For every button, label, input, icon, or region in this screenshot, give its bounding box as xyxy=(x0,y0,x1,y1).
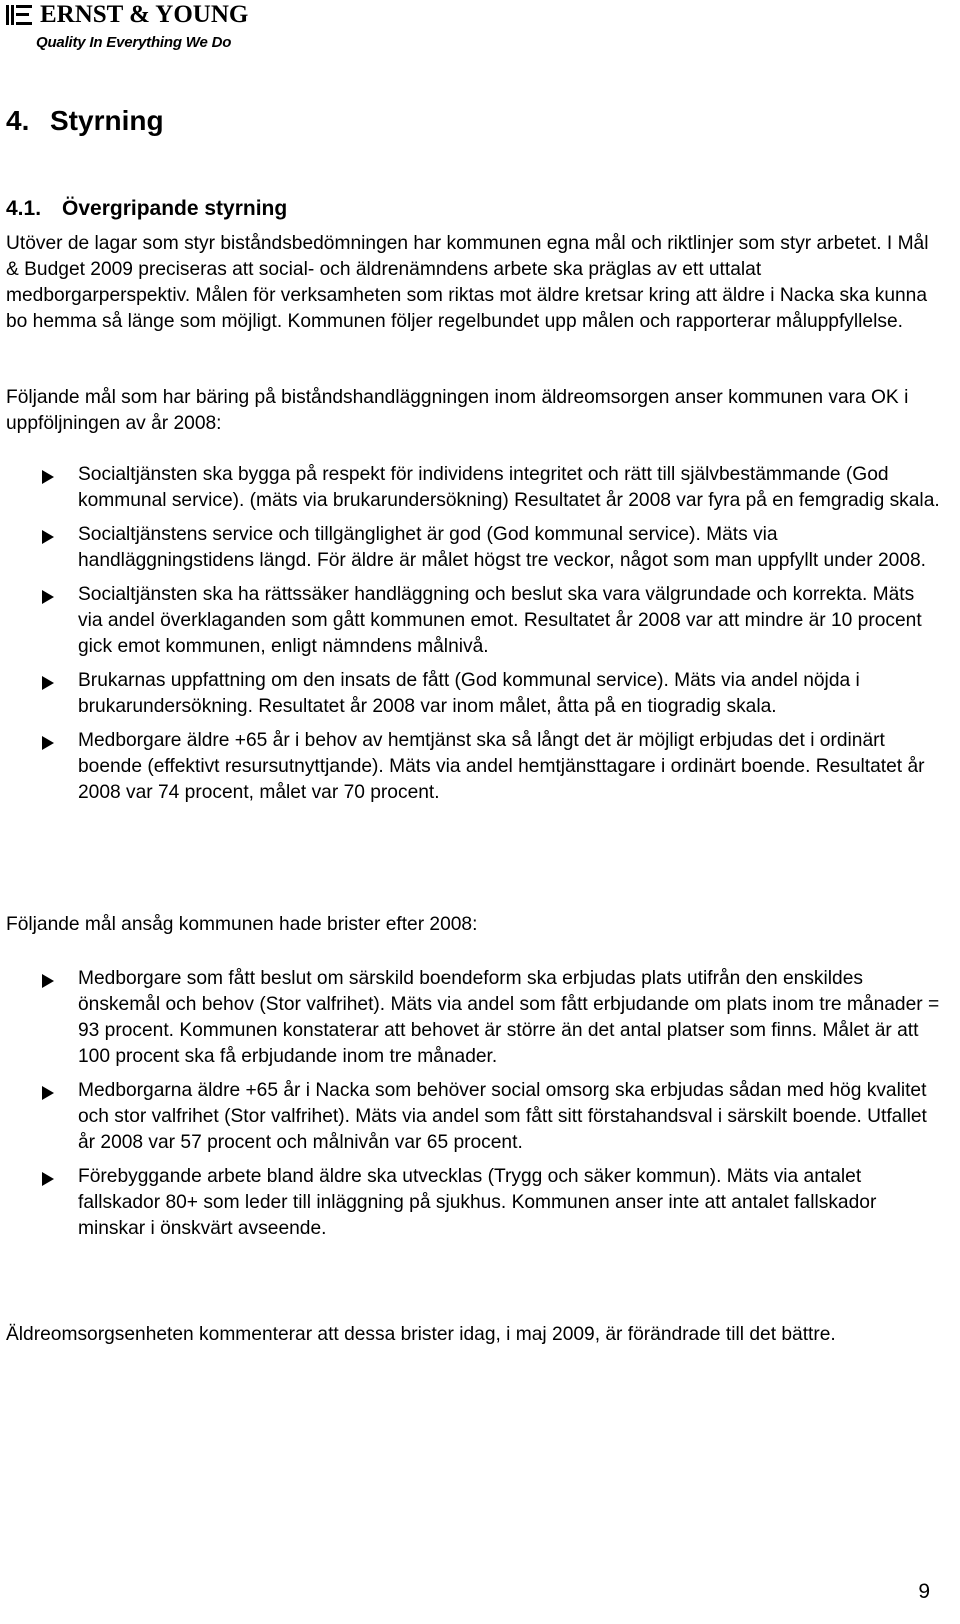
list-item: Socialtjänsten ska ha rättssäker handläggning och beslut ska vara välgrundade och korrekta. Mäts via andel överklaganden som gått kommunen emot. Resultatet år 2008 var att mindre är 10 procent gick emot kommunen, enligt nämndens målnivå. xyxy=(0,582,940,660)
intro-paragraph: Utöver de lagar som styr biståndsbedömningen har kommunen egna mål och riktlinjer som styr arbetet. I Mål & Budget 2009 preciseras att social- och äldrenämndens arbete ska präglas av ett uttalat medborgarperspektiv. Målen för verksamheten som riktas mot äldre kretsar kring att äldre i Nacka ska kunna bo hemma så länge som möjligt. Kommunen följer regelbundet upp målen och rapporterar måluppfyllelse. xyxy=(6,233,929,332)
list-item: Medborgare äldre +65 år i behov av hemtjänst ska så långt det är möjligt erbjudas det i ordinärt boende (effektivt resursutnyttjande). Mäts via andel hemtjänsttagare i ordinärt boende. Resultatet år 2008 var 74 procent, målet var 70 procent. xyxy=(0,728,940,806)
section-heading xyxy=(6,104,164,138)
logo-tagline: Quality In Everything We Do xyxy=(36,34,232,51)
list-item: Medborgare som fått beslut om särskild boendeform ska erbjudas plats utifrån den enskildes önskemål och behov (Stor valfrihet). Mäts via andel som fått erbjudande om plats inom tre månader = 93 procent. Kommunen konstaterar att behovet är större än det antal platser som finns. Målet är att 100 procent ska få erbjudande inom tre månader. xyxy=(0,966,940,1070)
bullet-arrow-icon xyxy=(42,736,54,750)
bullet-arrow-icon xyxy=(42,530,54,544)
list-item: Socialtjänsten ska bygga på respekt för individens integritet och rätt till självbestämmande (God kommunal service). (mäts via brukarundersökning) Resultatet år 2008 var fyra på en femgradig skala. xyxy=(0,462,940,514)
ok-goals-intro: Följande mål som har bäring på biståndshandläggningen inom äldreomsorgen anser kommunen vara OK i uppföljningen av år 2008: xyxy=(6,387,909,434)
ok-goals-list xyxy=(0,462,940,814)
subsection-number: 4.1. xyxy=(6,197,42,220)
section-number: 4. xyxy=(6,105,30,136)
list-item: Brukarnas uppfattning om den insats de fått (God kommunal service). Mäts via andel nöjda i brukarundersökning. Resultatet år 2008 var inom målet, åtta på en tiogradig skala. xyxy=(0,668,940,720)
deficient-goals-list xyxy=(0,966,940,1250)
list-item: Förebyggande arbete bland äldre ska utvecklas (Trygg och säker kommun). Mäts via antalet fallskador 80+ som leder till inläggning på sjukhus. Kommunen anser inte att antalet fallskador minskar i önskvärt avseende. xyxy=(0,1164,940,1242)
list-item: Medborgarna äldre +65 år i Nacka som behöver social omsorg ska erbjudas sådan med hög kvalitet och stor valfrihet (Stor valfrihet). Mäts via andel som fått sitt förstahandsval i särskilt boende. Utfallet år 2008 var 57 procent och målnivån var 65 procent. xyxy=(0,1078,940,1156)
bullet-arrow-icon xyxy=(42,1172,54,1186)
closing-paragraph: Äldreomsorgsenheten kommenterar att dessa brister idag, i maj 2009, är förändrade till det bättre. xyxy=(6,1324,836,1345)
subsection-title: Övergripande styrning xyxy=(62,197,288,220)
subsection-heading xyxy=(6,196,287,222)
bullet-arrow-icon xyxy=(42,470,54,484)
bullet-arrow-icon xyxy=(42,1086,54,1100)
bullet-arrow-icon xyxy=(42,974,54,988)
ey-logo-icon xyxy=(6,3,34,27)
list-item: Socialtjänstens service och tillgänglighet är god (God kommunal service). Mäts via handläggningstidens längd. För äldre är målet högst tre veckor, något som man uppfyllt under 2008. xyxy=(0,522,940,574)
page-number: 9 xyxy=(918,1580,930,1603)
section-title: Styrning xyxy=(50,105,164,136)
bullet-arrow-icon xyxy=(42,676,54,690)
ernst-young-logo xyxy=(6,0,256,60)
logo-name: ERNST & YOUNG xyxy=(40,1,249,28)
bullet-arrow-icon xyxy=(42,590,54,604)
deficient-goals-intro: Följande mål ansåg kommunen hade brister efter 2008: xyxy=(6,914,478,935)
